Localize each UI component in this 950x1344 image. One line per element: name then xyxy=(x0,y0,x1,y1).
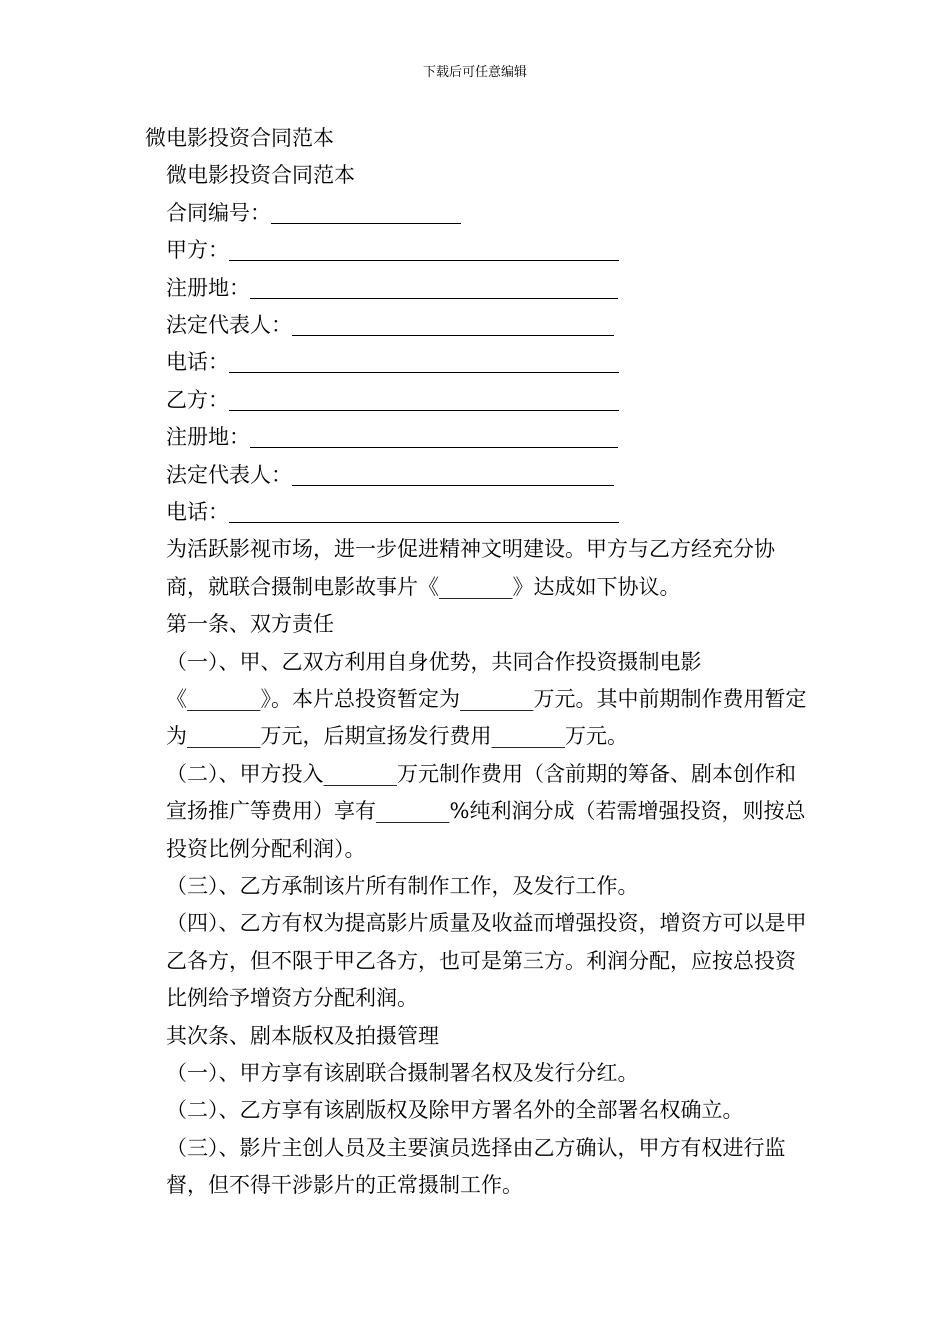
field-contract-number xyxy=(145,195,810,232)
document-body xyxy=(145,120,810,1205)
section-2-title: 其次条、剧本版权及拍摄管理 xyxy=(166,1023,439,1048)
section-1-clause-1: （一）、甲、乙双方利用自身优势，共同合作投资摄制电影《_______》。本片总投资暂定为_______万元。其中前期制作费用暂定为_______万元，后期宣扬发行费用_______万元。 xyxy=(166,649,807,749)
field-label: 合同编号： xyxy=(166,200,271,225)
field-party-b-registered-address xyxy=(145,419,810,456)
field-label: 电话： xyxy=(166,499,229,524)
section-2-clause-3: （三）、影片主创人员及主要演员选择由乙方确认，甲方有权进行监督，但不得干涉影片的正常摄制工作。 xyxy=(166,1135,786,1198)
intro-paragraph: 为活跃影视市场，进一步促进精神文明建设。甲方与乙方经充分协商，就联合摄制电影故事片《_______》达成如下协议。 xyxy=(166,537,775,599)
field-label: 注册地： xyxy=(166,425,250,450)
blank-line xyxy=(250,274,618,299)
field-party-b-legal-representative xyxy=(145,457,810,494)
field-label: 甲方： xyxy=(166,238,229,263)
field-label: 电话： xyxy=(166,350,229,375)
field-party-a-phone xyxy=(145,344,810,381)
field-party-a-registered-address xyxy=(145,270,810,307)
field-label: 乙方： xyxy=(166,387,229,412)
field-label: 法定代表人： xyxy=(166,312,292,337)
section-1-clause-4: （四）、乙方有权为提高影片质量及收益而增强投资，增资方可以是甲乙各方，但不限于甲乙各方，也可是第三方。利润分配，应按总投资比例给予增资方分配利润。 xyxy=(166,911,807,1011)
section-2-clause-2: （二）、乙方享有该剧版权及除甲方署名外的全部署名权确立。 xyxy=(166,1098,744,1123)
blank-line xyxy=(250,423,618,448)
blank-line xyxy=(271,199,461,224)
blank-line xyxy=(229,498,619,523)
section-2-clause-1: （一）、甲方享有该剧联合摄制署名权及发行分红。 xyxy=(166,1061,639,1086)
field-party-a-legal-representative xyxy=(145,307,810,344)
section-1-clause-3: （三）、乙方承制该片所有制作工作，及发行工作。 xyxy=(166,873,639,898)
blank-line xyxy=(229,348,619,373)
section-1-clause-2: （二）、甲方投入_______万元制作费用（含前期的筹备、剧本创作和宣扬推广等费用）享有_______%纯利润分成（若需增强投资，则按总投资比例分配利润）。 xyxy=(166,761,806,861)
blank-line xyxy=(292,311,614,336)
blank-line xyxy=(292,461,614,486)
field-label: 法定代表人： xyxy=(166,462,292,487)
section-1-title: 第一条、双方责任 xyxy=(166,612,334,637)
contract-fields xyxy=(145,195,810,532)
document-title: 微电影投资合同范本 xyxy=(145,126,334,150)
field-label: 注册地： xyxy=(166,275,250,300)
document-subtitle: 微电影投资合同范本 xyxy=(166,163,355,188)
field-party-a xyxy=(145,232,810,269)
field-party-b xyxy=(145,382,810,419)
blank-line xyxy=(229,236,619,261)
blank-line xyxy=(229,386,619,411)
field-party-b-phone xyxy=(145,494,810,531)
header-note: 下载后可任意编辑 xyxy=(422,65,527,80)
